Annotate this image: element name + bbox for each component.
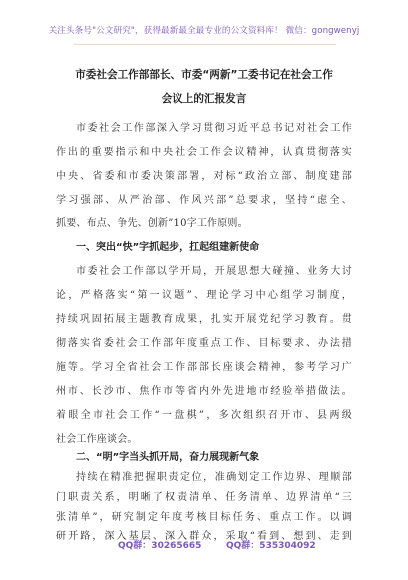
paragraph-line: 门职责关系，明晰了权责清单、任务清单、边界清单“三 bbox=[56, 492, 352, 503]
paragraph-line: 研开路，深入基层、深入群众，采取“看到、想到、走到 bbox=[56, 531, 352, 542]
footer-qq-group-1: QQ群：30265665 bbox=[118, 541, 202, 551]
paragraph-line: 抓要、布点、争先、创新”10字工作原则。 bbox=[56, 218, 248, 229]
section-heading-1: 一、突出“快”字抓起步，扛起组建新使命 bbox=[76, 242, 260, 253]
paragraph-line: 中央、省委和市委决策部署，对标“政治立部、制度建部 bbox=[56, 171, 352, 182]
header-divider bbox=[74, 44, 336, 45]
doc-title-line2: 会议上的汇报发言 bbox=[161, 93, 247, 105]
paragraph-line: 施等。学习全省社会工作部部长座谈会精神，参考学习广 bbox=[56, 362, 352, 373]
paragraph-line: 学习强部、从严治部、作风兴部”总要求，坚持“虑全、 bbox=[56, 195, 352, 206]
paragraph-line: 彻落实省委社会工作部年度重点工作、目标要求、办法措 bbox=[56, 338, 352, 349]
paragraph-line: 市委社会工作部以学开局，开展思想大碰撞、业务大讨 bbox=[76, 266, 352, 277]
section-heading-2: 二、“明”字当头抓开局，奋力展现新气象 bbox=[76, 452, 260, 463]
paragraph-line: 州市、长沙市、焦作市等省内外先进地市经验举措做法。 bbox=[56, 386, 352, 397]
paragraph-line: 持续巩固拓展主题教育成果，扎实开展党纪学习教育。贯 bbox=[56, 314, 352, 325]
footer-qq-group-2: QQ群：535304092 bbox=[226, 541, 316, 551]
paragraph-line: 持续在精准把握职责定位，准确划定工作边界、理顺部 bbox=[76, 472, 352, 483]
paragraph-line: 社会工作座谈会。 bbox=[56, 434, 138, 445]
header-banner: 关注头条号"公文研究"，获得最新最全最专业的公文资料库！ 微信：gongwenyj bbox=[48, 26, 360, 36]
doc-title-line1: 市委社会工作部部长、市委“两新”工委书记在社会工作 bbox=[75, 69, 333, 81]
paragraph-line: 论，严格落实“第一议题”、理论学习中心组学习制度， bbox=[56, 290, 352, 301]
paragraph-line: 着眼全市社会工作“一盘棋”，多次组织召开市、县两级 bbox=[56, 410, 352, 421]
paragraph-line: 张清单”，研究制定年度考核目标任务、重点工作。以调 bbox=[56, 512, 352, 523]
paragraph-line: 市委社会工作部深入学习贯彻习近平总书记对社会工作 bbox=[76, 123, 352, 134]
paragraph-line: 作出的重要指示和中央社会工作会议精神，认真贯彻落实 bbox=[56, 147, 352, 158]
